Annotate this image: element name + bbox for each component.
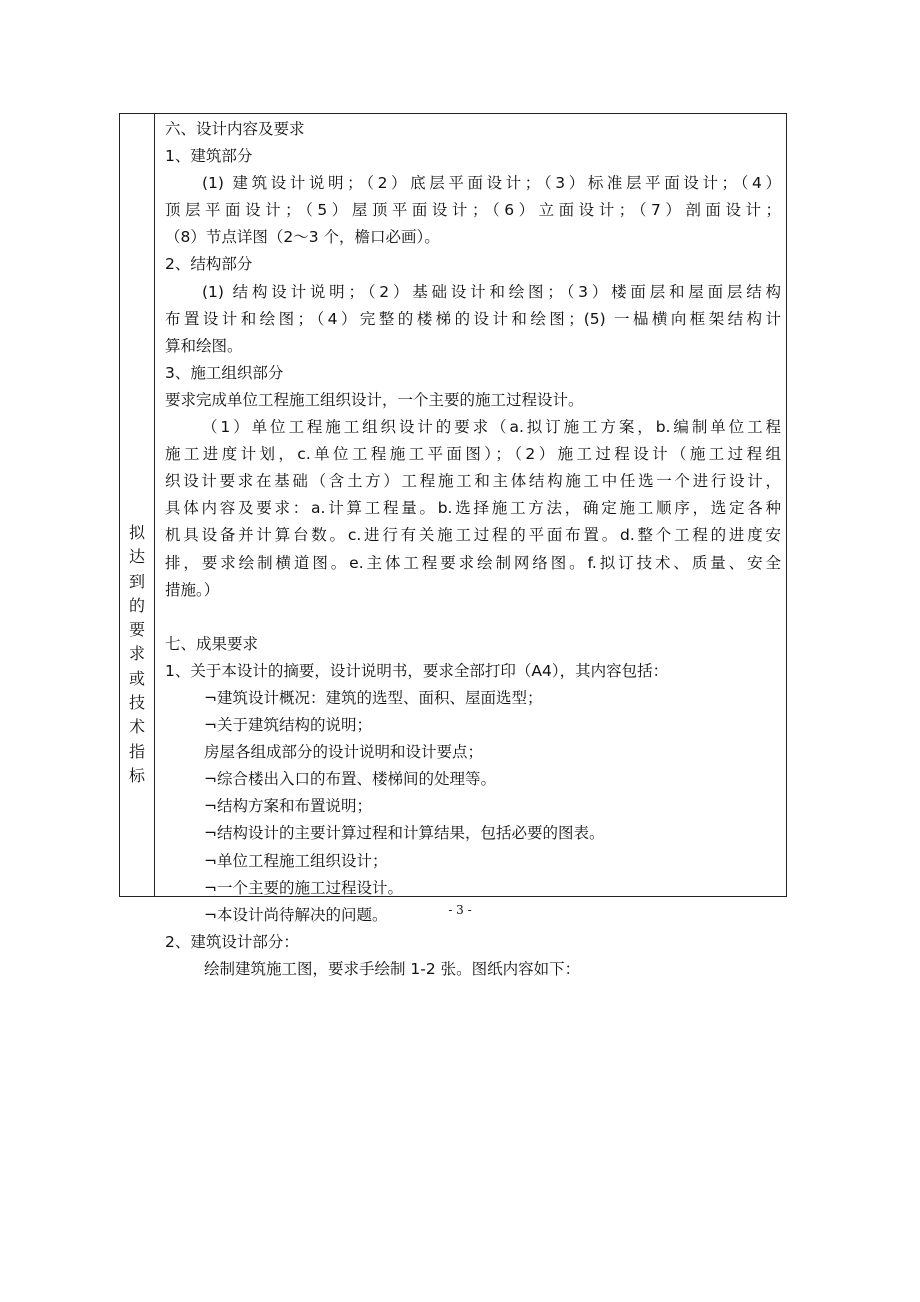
const-line: （1）单位工程施工组织设计的要求（a.拟订施工方案，b.编制单位工程 bbox=[202, 418, 781, 437]
item1: 1、关于本设计的摘要，设计说明书，要求全部打印（A4），其内容包括： bbox=[165, 661, 669, 680]
bullet-item: ¬建筑设计概况：建筑的选型、面积、屋面选型； bbox=[204, 688, 543, 707]
bullet-item: 房屋各组成部分的设计说明和设计要点； bbox=[204, 743, 484, 762]
bullet-item: ¬结构方案和布置说明； bbox=[204, 797, 372, 816]
item2: 2、建筑设计部分： bbox=[165, 932, 299, 951]
const-title: 3、施工组织部分 bbox=[165, 363, 284, 382]
const-line: 措施。） bbox=[165, 580, 220, 599]
content-cell bbox=[165, 116, 781, 983]
requirements-table bbox=[119, 113, 787, 978]
arch-line: (1) 建筑设计说明；（2）底层平面设计；（3）标准层平面设计；（4） bbox=[202, 174, 781, 193]
arch-line: 顶层平面设计；（5）屋顶平面设计；（6）立面设计；（7）剖面设计； bbox=[165, 201, 781, 220]
spacer bbox=[165, 604, 781, 631]
const-line: 具体内容及要求：a.计算工程量。b.选择施工方法，确定施工顺序，选定各种 bbox=[165, 499, 781, 518]
bullet-item: ¬关于建筑结构的说明； bbox=[204, 716, 372, 735]
bullet-item: ¬结构设计的主要计算过程和计算结果，包括必要的图表。 bbox=[204, 824, 605, 843]
section7-title: 七、成果要求 bbox=[165, 634, 259, 653]
bullet-item: ¬一个主要的施工过程设计。 bbox=[204, 878, 403, 897]
arch-title: 1、建筑部分 bbox=[165, 147, 253, 166]
const-line: 排，要求绘制横道图。e.主体工程要求绘制网络图。f.拟订技术、质量、安全 bbox=[165, 553, 781, 572]
label-cell bbox=[120, 114, 155, 896]
bullet-item: ¬综合楼出入口的布置、楼梯间的处理等。 bbox=[204, 770, 496, 789]
struct-line: 布置设计和绘图；（4）完整的楼梯的设计和绘图；(5) 一榀横向框架结构计 bbox=[165, 309, 781, 328]
const-line: 织设计要求在基础（含土方）工程施工和主体结构施工中任选一个进行设计， bbox=[165, 472, 781, 491]
page-number: - 3 - bbox=[448, 903, 472, 917]
item2-text: 绘制建筑施工图，要求手绘制 1-2 张。图纸内容如下： bbox=[204, 959, 581, 978]
struct-title: 2、结构部分 bbox=[165, 255, 253, 274]
struct-line: (1) 结构设计说明；（2）基础设计和绘图；（3）楼面层和屋面层结构 bbox=[202, 282, 781, 301]
section6-title: 六、设计内容及要求 bbox=[165, 120, 305, 138]
bullet-item: ¬本设计尚待解决的问题。 bbox=[204, 905, 388, 924]
const-line: 机具设备并计算台数。c.进行有关施工过程的平面布置。d.整个工程的进度安 bbox=[165, 526, 781, 545]
const-intro: 要求完成单位工程施工组织设计，一个主要的施工过程设计。 bbox=[165, 390, 584, 409]
const-line: 施工进度计划，c.单位工程施工平面图）；（2）施工过程设计（施工过程组 bbox=[165, 445, 781, 464]
arch-line: （8）节点详图（2～3 个，檐口必画）。 bbox=[165, 228, 440, 247]
vertical-label: 拟 达 到 的 要 求 或 技 术 指 标 bbox=[128, 523, 145, 785]
struct-line: 算和绘图。 bbox=[165, 336, 243, 355]
bullet-item: ¬单位工程施工组织设计； bbox=[204, 851, 388, 870]
